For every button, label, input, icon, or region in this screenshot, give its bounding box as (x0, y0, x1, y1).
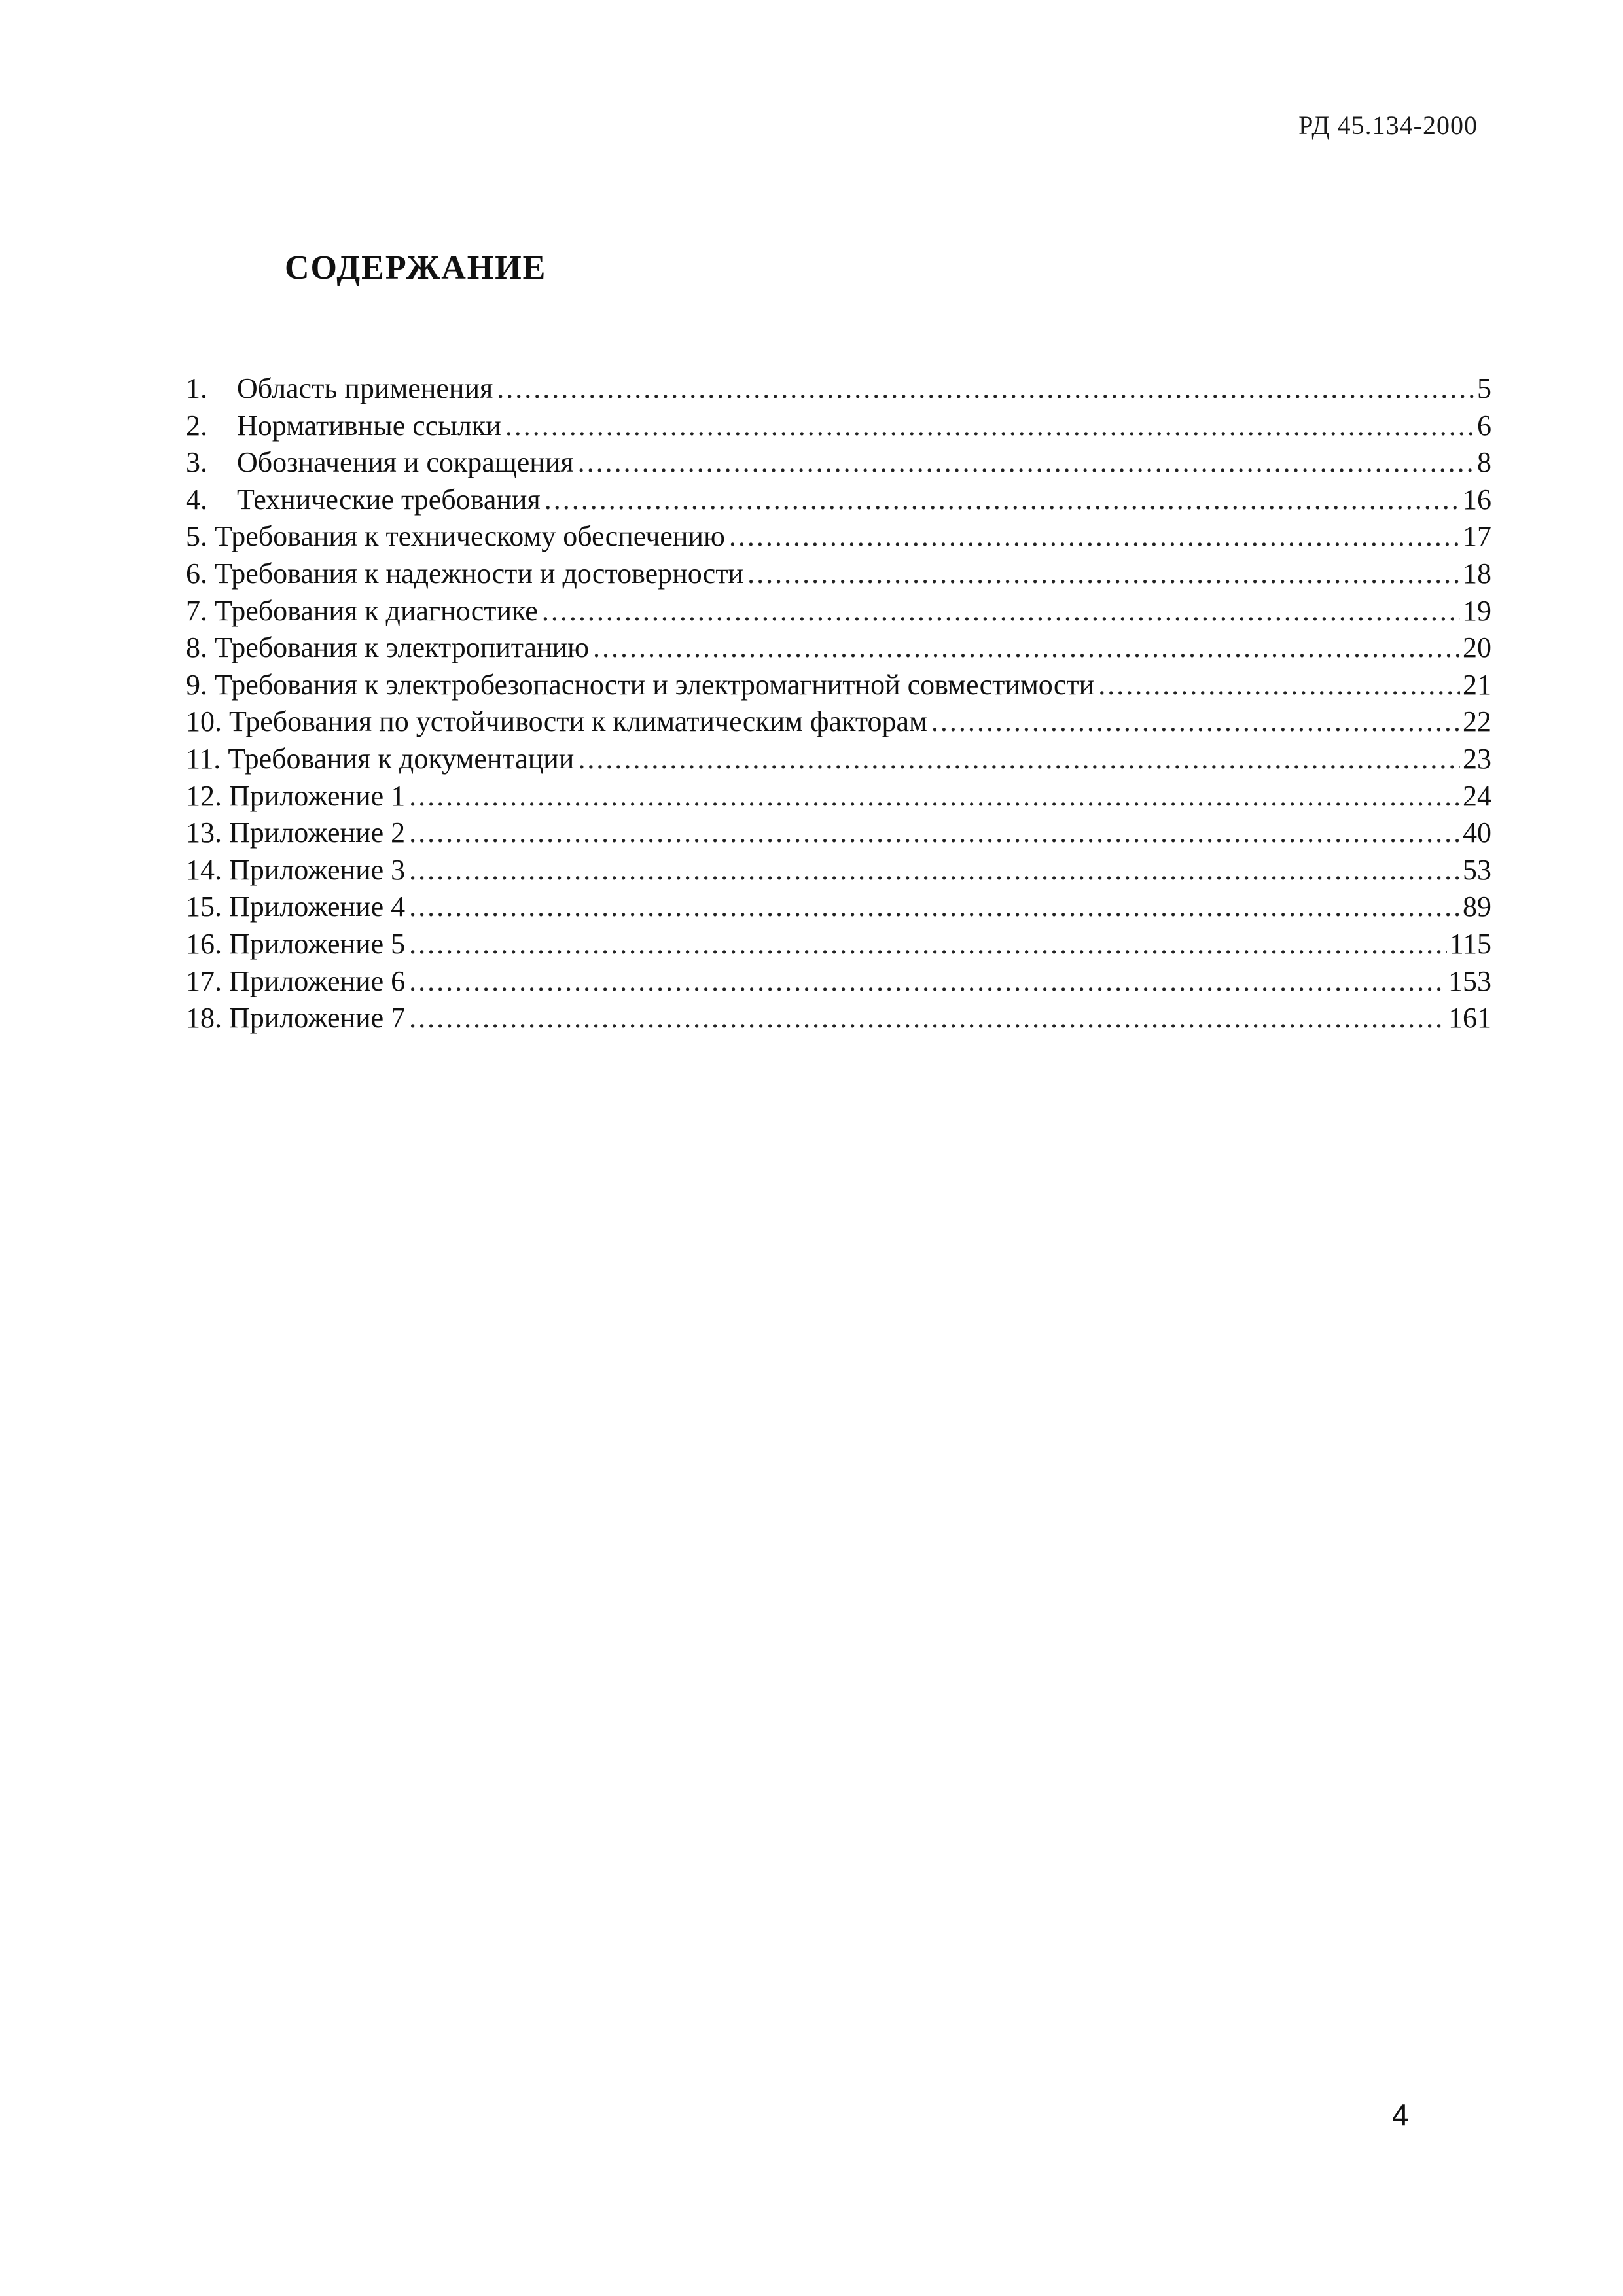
toc-entry-text: Обозначения и сокращения (237, 446, 574, 479)
toc-entry-page: 161 (1448, 1002, 1491, 1034)
dot-leader (578, 741, 1460, 777)
toc-entry-label (186, 926, 405, 963)
toc-entry (186, 556, 1491, 593)
dot-leader (593, 629, 1460, 666)
dot-leader (931, 703, 1460, 740)
toc-entry-page: 23 (1463, 742, 1491, 775)
toc-entry-number: 7. (186, 594, 207, 627)
toc-entry-number: 10. (186, 705, 222, 738)
toc-entry-number: 2. (186, 409, 207, 442)
toc-entry-number: 4. (186, 483, 207, 516)
toc-entry-number: 18. (186, 1002, 222, 1034)
toc-entry-label (186, 703, 927, 740)
toc-entry (186, 926, 1491, 963)
toc-entry-text: Требования к электропитанию (215, 631, 590, 664)
toc-entry-text: Приложение 3 (229, 853, 406, 886)
toc-entry-page: 21 (1463, 668, 1491, 701)
toc-entry-number: 1. (186, 372, 207, 404)
toc-entry (186, 629, 1491, 667)
toc-entry-page: 17 (1463, 520, 1491, 553)
toc-entry-text: Требования к документации (228, 742, 575, 775)
dot-leader (747, 556, 1460, 592)
toc-entry-label (186, 444, 574, 481)
toc-entry-page: 5 (1477, 372, 1491, 404)
table-of-contents (186, 370, 1491, 1037)
toc-entry-label (186, 889, 405, 925)
toc-entry-label (186, 629, 589, 666)
toc-entry-label (186, 778, 405, 815)
toc-entry-text: Требования к электробезопасности и электромагнитной совместимости (215, 668, 1095, 701)
page-number: 4 (1392, 2098, 1409, 2132)
toc-entry-label (186, 370, 493, 407)
toc-title: СОДЕРЖАНИЕ (285, 249, 547, 287)
toc-entry-text: Область применения (237, 372, 493, 404)
toc-entry-number: 9. (186, 668, 207, 701)
document-code: РД 45.134-2000 (1298, 111, 1478, 140)
toc-entry (186, 1000, 1491, 1037)
toc-entry-text: Приложение 4 (229, 891, 406, 923)
toc-entry (186, 593, 1491, 630)
toc-entry-label (186, 815, 405, 851)
toc-entry-label (186, 408, 501, 444)
toc-entry-number: 14. (186, 853, 222, 886)
toc-entry (186, 852, 1491, 889)
toc-entry-page: 20 (1463, 631, 1491, 664)
dot-leader (409, 963, 1446, 1000)
toc-entry (186, 408, 1491, 445)
toc-entry-text: Приложение 6 (229, 964, 406, 997)
dot-leader (1098, 667, 1460, 703)
toc-entry-number: 16. (186, 927, 222, 960)
toc-entry-label (186, 556, 743, 592)
toc-entry-page: 24 (1463, 779, 1491, 812)
toc-entry-text: Требования к диагностике (215, 594, 538, 627)
toc-entry (186, 741, 1491, 778)
dot-leader (409, 778, 1460, 815)
toc-entry-text: Приложение 5 (229, 927, 406, 960)
toc-entry (186, 815, 1491, 852)
toc-entry-number: 5. (186, 520, 207, 553)
toc-entry (186, 778, 1491, 815)
dot-leader (409, 852, 1460, 889)
dot-leader (497, 370, 1474, 407)
toc-entry-page: 16 (1463, 483, 1491, 516)
toc-entry-text: Приложение 1 (229, 779, 406, 812)
toc-entry-number: 12. (186, 779, 222, 812)
toc-entry-page: 53 (1463, 853, 1491, 886)
toc-entry (186, 889, 1491, 926)
toc-entry-label (186, 1000, 405, 1036)
toc-entry-text: Приложение 2 (229, 817, 406, 849)
toc-entry (186, 518, 1491, 556)
toc-entry-page: 8 (1477, 446, 1491, 479)
toc-entry (186, 370, 1491, 408)
toc-entry-text: Приложение 7 (229, 1002, 406, 1034)
toc-entry-page: 153 (1448, 964, 1491, 997)
toc-entry-page: 18 (1463, 557, 1491, 590)
toc-entry-number: 6. (186, 557, 207, 590)
dot-leader (544, 482, 1460, 518)
dot-leader (729, 518, 1460, 555)
toc-entry-page: 22 (1463, 705, 1491, 738)
dot-leader (409, 926, 1446, 963)
toc-entry-label (186, 963, 405, 1000)
dot-leader (409, 815, 1460, 851)
toc-entry-page: 40 (1463, 817, 1491, 849)
toc-entry-page: 115 (1449, 927, 1491, 960)
toc-entry-label (186, 741, 574, 777)
toc-entry-label (186, 518, 725, 555)
dot-leader (578, 444, 1474, 481)
toc-entry (186, 444, 1491, 482)
toc-entry-number: 3. (186, 446, 207, 479)
dot-leader (409, 889, 1460, 925)
toc-entry-number: 11. (186, 742, 221, 775)
toc-entry-text: Требования к надежности и достоверности (215, 557, 744, 590)
toc-entry (186, 667, 1491, 704)
toc-entry-label (186, 667, 1094, 703)
toc-entry-page: 6 (1477, 409, 1491, 442)
toc-entry (186, 482, 1491, 519)
toc-entry-text: Нормативные ссылки (237, 409, 501, 442)
toc-entry (186, 703, 1491, 741)
toc-entry-number: 15. (186, 891, 222, 923)
dot-leader (542, 593, 1460, 629)
toc-entry (186, 963, 1491, 1000)
dot-leader (505, 408, 1474, 444)
toc-entry-text: Требования по устойчивости к климатическим факторам (229, 705, 927, 738)
toc-entry-number: 8. (186, 631, 207, 664)
toc-entry-page: 89 (1463, 891, 1491, 923)
toc-entry-label (186, 482, 541, 518)
toc-entry-text: Технические требования (237, 483, 541, 516)
toc-entry-label (186, 593, 538, 629)
toc-entry-text: Требования к техническому обеспечению (215, 520, 725, 553)
toc-entry-label (186, 852, 405, 889)
dot-leader (409, 1000, 1446, 1036)
toc-entry-number: 13. (186, 817, 222, 849)
toc-entry-page: 19 (1463, 594, 1491, 627)
toc-entry-number: 17. (186, 964, 222, 997)
